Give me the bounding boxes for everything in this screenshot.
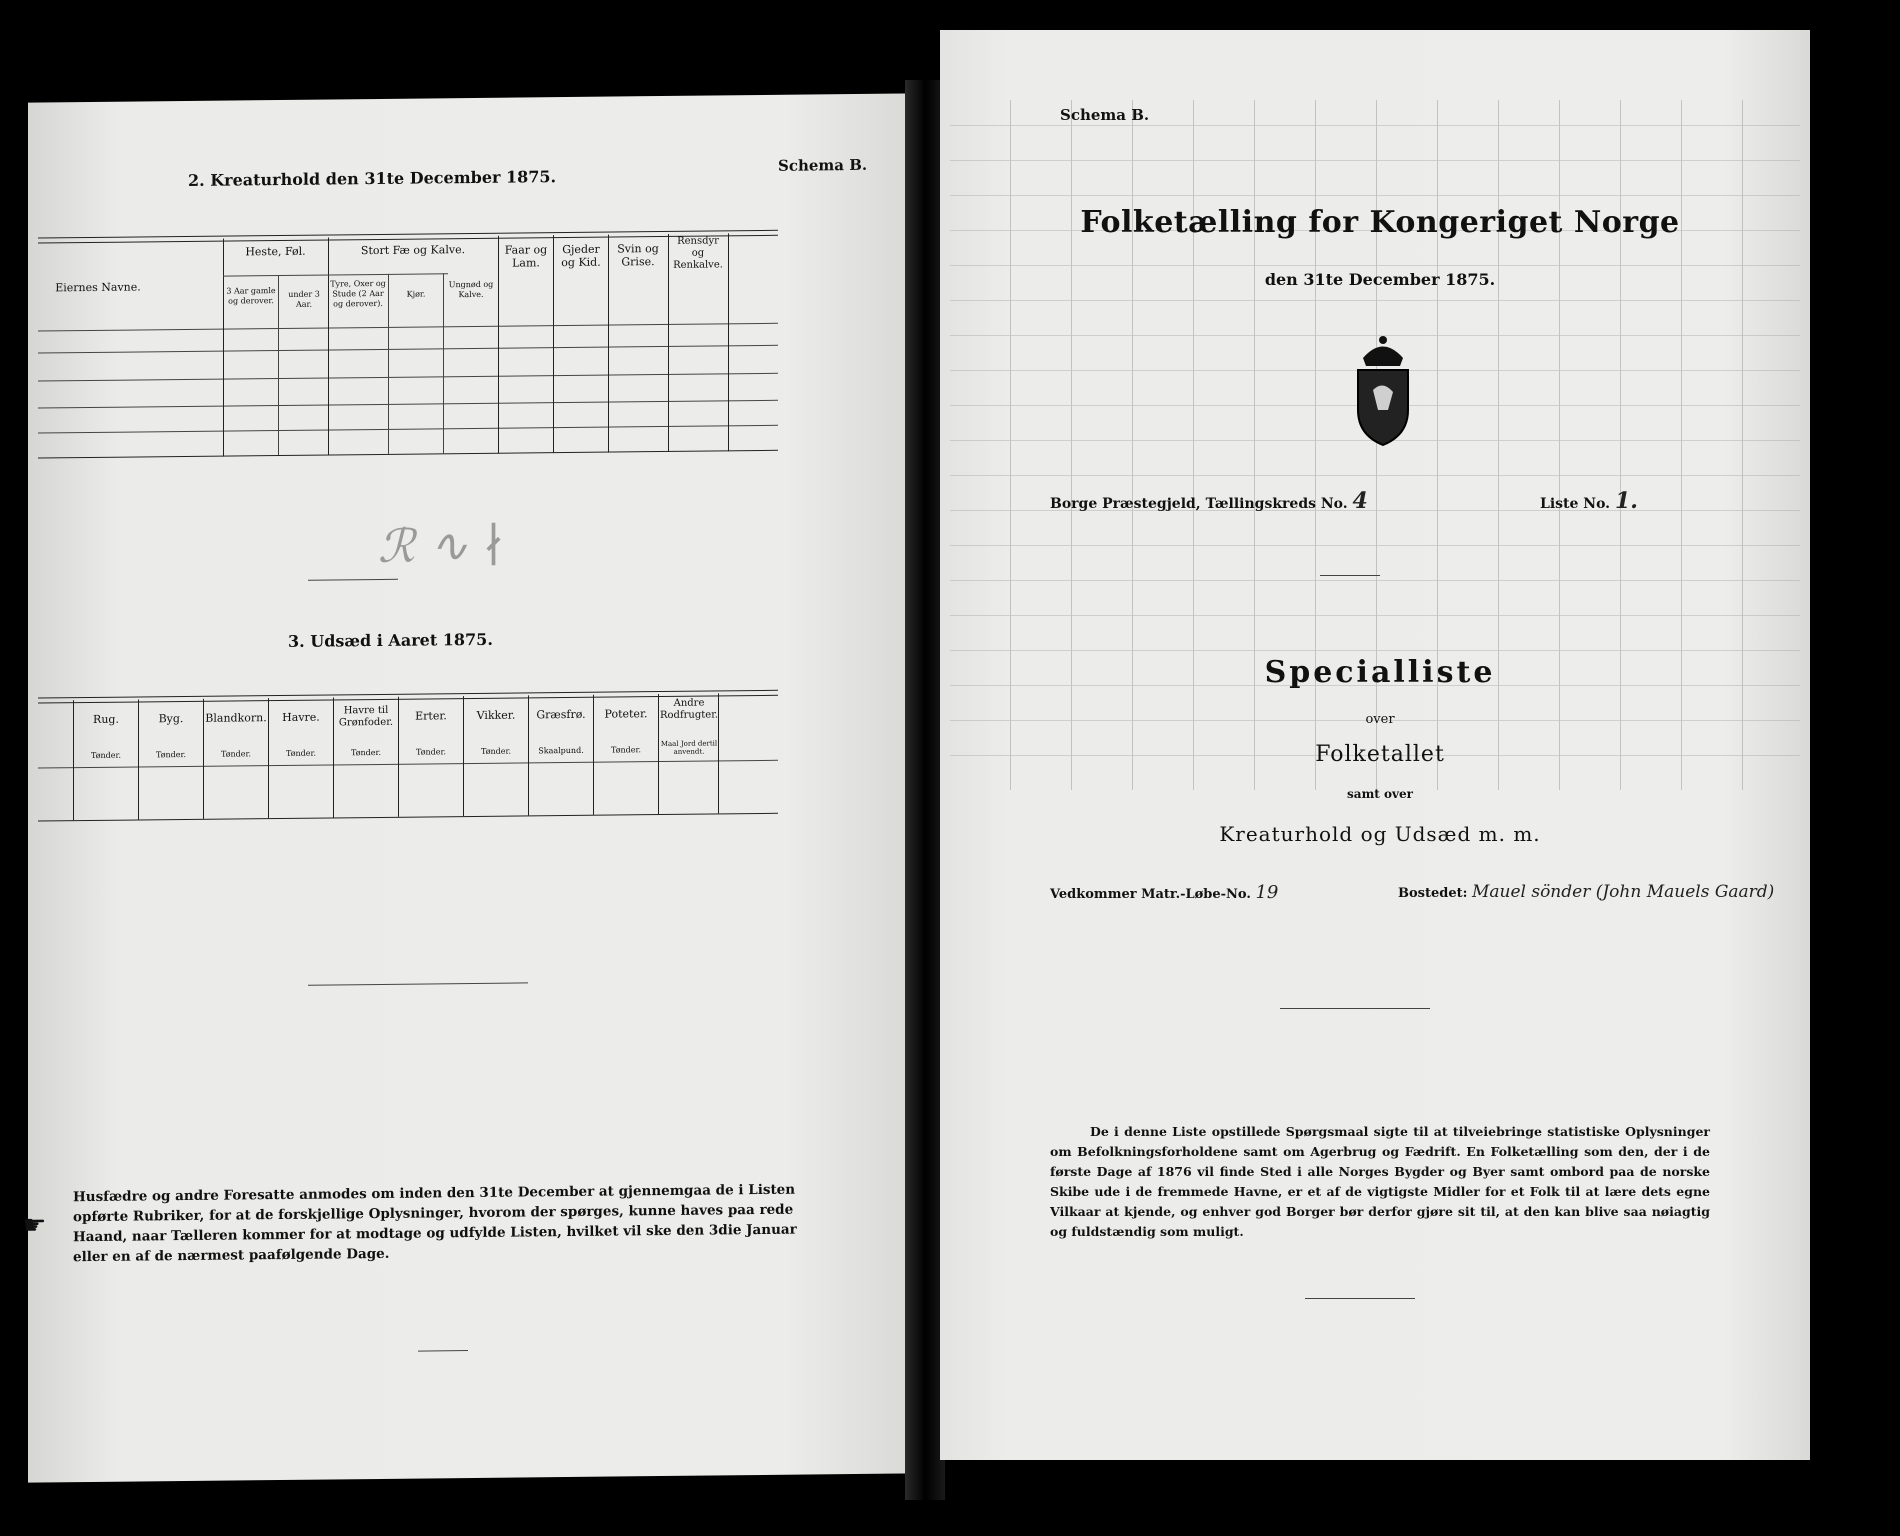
rule xyxy=(463,696,464,816)
rule xyxy=(38,345,778,354)
udsaed-unit: Tønder. xyxy=(220,749,252,759)
rule xyxy=(223,273,448,276)
folketallet-text: Folketallet xyxy=(1315,742,1445,767)
udsaed-unit: Tønder. xyxy=(480,746,512,756)
rule xyxy=(658,694,659,814)
udsaed-unit: Maal Jord dertil anvendt. xyxy=(660,739,718,756)
rule xyxy=(38,813,778,822)
rule xyxy=(593,695,594,815)
rule xyxy=(608,235,609,453)
notice-text: Husfædre og andre Foresatte anmodes om inden den 31te December at gjennemgaa de i Listen opførte Rubriker, for at de forskjellige Oplysninger, hvorom der spørges, kunne haves paa rede Haand, naar Tælleren kommer for at modtage og udfylde Listen, hvilket vil ske den 3die Januar eller en af de nærmest paafølgende Dage. xyxy=(73,1181,797,1266)
main-title: Folketælling for Kongeriget Norge xyxy=(1080,205,1680,240)
rule xyxy=(728,233,729,451)
udsaed-col-vikker: Vikker. xyxy=(476,708,516,722)
place-name: Borge xyxy=(1050,496,1098,512)
col-storfae-header: Stort Fæ og Kalve. xyxy=(360,243,466,258)
liste-line xyxy=(1540,488,1638,514)
prestegjeld-label: Præstegjeld, xyxy=(1102,496,1201,512)
udsaed-unit: Tønder. xyxy=(610,745,642,755)
rule xyxy=(38,400,778,409)
bosted-line xyxy=(1398,882,1774,902)
rule xyxy=(38,323,778,332)
schema-label-right: Schema B. xyxy=(1060,106,1150,124)
col-svin-header: Svin og Grise. xyxy=(617,242,659,269)
separator-line xyxy=(1305,1298,1415,1299)
udsaed-unit: Tønder. xyxy=(415,747,447,757)
udsaed-col-blandkorn: Blandkorn. xyxy=(205,711,267,725)
rule xyxy=(38,450,778,459)
kreds-value: 4 xyxy=(1352,488,1368,514)
bosted-label: Bostedet: xyxy=(1398,886,1468,901)
col-fae-sub3: Ungnød og Kalve. xyxy=(448,279,494,300)
rule xyxy=(528,695,529,815)
coat-of-arms-icon xyxy=(1348,330,1418,450)
rule xyxy=(553,235,554,453)
col-heste-header: Heste, Føl. xyxy=(245,244,306,259)
schema-label-left: Schema B. xyxy=(778,155,868,175)
udsaed-col-rug: Rug. xyxy=(93,712,119,726)
samt-over-text: samt over xyxy=(1347,787,1413,801)
udsaed-unit: Tønder. xyxy=(90,750,122,761)
kreaturhold-line: Kreaturhold og Udsæd m. m. xyxy=(1219,822,1541,846)
rule xyxy=(333,697,334,817)
book-spine xyxy=(905,80,945,1500)
rule xyxy=(138,699,139,819)
specialliste-heading: Specialliste xyxy=(1264,655,1496,690)
col-rensdyr-header: Rensdyr og Renkalve. xyxy=(673,235,723,271)
col-owner-header: Eiernes Navne. xyxy=(55,280,141,295)
udsaed-col-byg: Byg. xyxy=(158,712,184,726)
col-faar-header: Faar og Lam. xyxy=(504,243,548,270)
rule xyxy=(38,373,778,382)
rule xyxy=(328,238,329,456)
rule xyxy=(668,234,669,452)
col-heste-sub1: 3 Aar gamle og derover. xyxy=(226,286,276,306)
udsaed-unit: Tønder. xyxy=(350,747,382,758)
separator-dash xyxy=(1320,575,1380,576)
udsaed-col-havre-gronfoder: Havre til Grønfoder. xyxy=(338,704,394,729)
rule xyxy=(718,693,719,813)
separator-dash xyxy=(418,1350,468,1352)
udsaed-unit: Tønder. xyxy=(155,750,187,760)
left-page xyxy=(23,93,918,1482)
separator-line xyxy=(308,982,528,985)
rule xyxy=(268,698,269,818)
udsaed-col-erter: Erter. xyxy=(415,709,447,723)
col-gjeder-header: Gjeder og Kid. xyxy=(561,242,601,270)
right-page xyxy=(940,30,1810,1460)
kreaturhold-title: 2. Kreaturhold den 31te December 1875. xyxy=(188,167,557,190)
col-heste-sub2: under 3 Aar. xyxy=(288,289,320,309)
udsaed-unit: Skaalpund. xyxy=(538,745,584,756)
udsaed-col-havre: Havre. xyxy=(282,710,320,724)
udsaed-title: 3. Udsæd i Aaret 1875. xyxy=(288,629,493,651)
rule xyxy=(498,236,499,454)
main-subtitle: den 31te December 1875. xyxy=(1264,270,1496,289)
pointing-hand-icon: ☛ xyxy=(23,1210,47,1241)
rule xyxy=(223,239,224,457)
matr-label: Vedkommer Matr.-Løbe-No. xyxy=(1050,887,1251,902)
matr-line xyxy=(1050,882,1278,903)
udsaed-col-poteter: Poteter. xyxy=(604,707,648,721)
bosted-value: Mauel sönder (John Mauels Gaard) xyxy=(1471,882,1775,902)
col-fae-sub1: Tyre, Oxer og Stude (2 Aar og derover). xyxy=(330,278,386,309)
col-fae-sub2: Kjør. xyxy=(406,289,426,299)
kreds-label: Tællingskreds No. xyxy=(1205,496,1348,512)
separator-dash xyxy=(308,579,398,581)
liste-value: 1. xyxy=(1614,488,1638,514)
rule xyxy=(203,699,204,819)
separator-line xyxy=(1280,1008,1430,1009)
udsaed-col-andre: Andre Rodfrugter. xyxy=(660,697,719,722)
over-text: over xyxy=(1365,712,1395,727)
footer-text: De i denne Liste opstillede Spørgsmaal sigte til at tilveiebringe statistiske Oplysninger om Befolkningsforholdene samt om Agerbrug og Fædrift. En Folketælling som den, der i de første Dage af 1876 vil finde Sted i alle Norges Bygder og Byer samt ombord paa de norske Skibe ude i de fremmede Havne, er et af de vigtigste Midler for et Folk til at lære dets egne Vilkaar at kjende, og enhver god Borger bør derfor gjøre sit til, at den kan blive saa nøiagtig og fuldstændig som muligt. xyxy=(1050,1124,1710,1239)
rule xyxy=(38,230,778,239)
faint-handwriting: ℛ ∿ ∤ xyxy=(378,517,505,573)
liste-label: Liste No. xyxy=(1540,496,1611,512)
rule xyxy=(398,697,399,817)
rule xyxy=(73,700,74,820)
prestegjeld-line xyxy=(1050,488,1368,514)
udsaed-unit: Tønder. xyxy=(285,748,317,758)
udsaed-col-graesfro: Græsfrø. xyxy=(536,707,586,722)
matr-value: 19 xyxy=(1255,882,1279,903)
rule xyxy=(38,425,778,434)
